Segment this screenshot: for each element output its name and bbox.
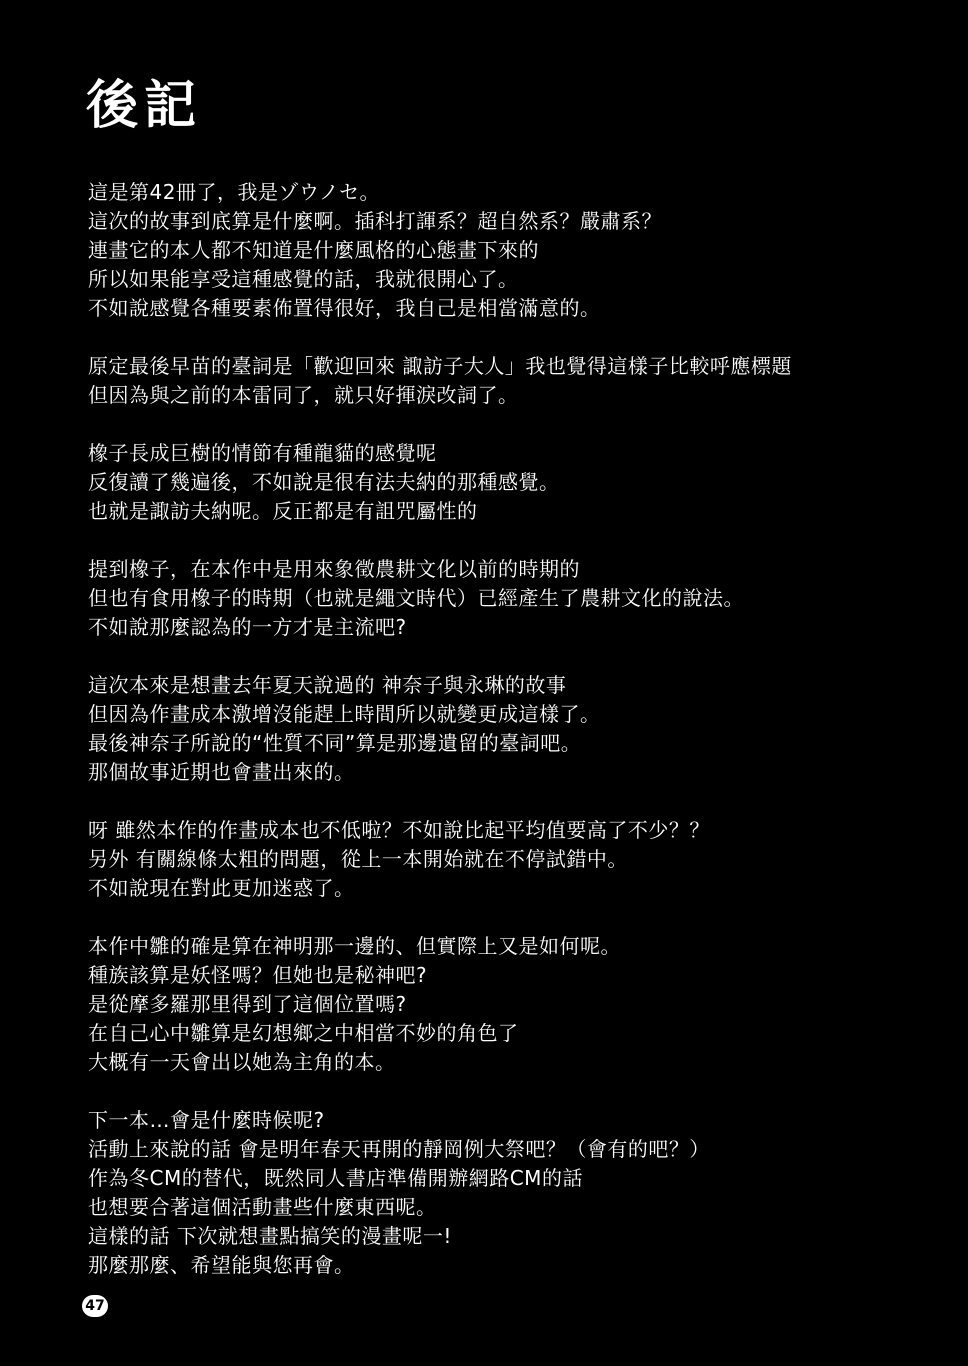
text-line: 大概有一天會出以她為主角的本。 bbox=[88, 1050, 396, 1074]
paragraph bbox=[88, 671, 928, 787]
paragraph bbox=[88, 178, 928, 323]
text-line: 不如說感覺各種要素佈置得很好，我自己是相當滿意的。 bbox=[88, 296, 601, 320]
paragraph bbox=[88, 352, 928, 410]
text-line: 原定最後早苗的臺詞是「歡迎回來 諏訪子大人」我也覺得這樣子比較呼應標題 bbox=[88, 354, 792, 378]
text-line: 另外 有關線條太粗的問題，從上一本開始就在不停試錯中。 bbox=[88, 847, 628, 871]
paragraph bbox=[88, 439, 928, 526]
paragraph bbox=[88, 555, 928, 642]
text-line: 反復讀了幾遍後，不如說是很有法夫納的那種感覺。 bbox=[88, 470, 560, 494]
text-line: 下一本…會是什麼時候呢? bbox=[88, 1108, 325, 1132]
text-line: 不如說現在對此更加迷惑了。 bbox=[88, 876, 355, 900]
text-line: 但因為與之前的本雷同了，就只好揮淚改詞了。 bbox=[88, 383, 519, 407]
text-line: 連畫它的本人都不知道是什麼風格的心態畫下來的 bbox=[88, 238, 539, 262]
text-line: 那麼那麼、希望能與您再會。 bbox=[88, 1253, 355, 1277]
text-line: 提到橡子，在本作中是用來象徵農耕文化以前的時期的 bbox=[88, 557, 580, 581]
text-line: 那個故事近期也會畫出來的。 bbox=[88, 760, 355, 784]
text-line: 所以如果能享受這種感覺的話，我就很開心了。 bbox=[88, 267, 519, 291]
page-title: 後記 bbox=[86, 76, 203, 136]
text-line: 也想要合著這個活動畫些什麼東西呢。 bbox=[88, 1195, 437, 1219]
text-line: 在自己心中雛算是幻想鄉之中相當不妙的角色了 bbox=[88, 1021, 519, 1045]
text-line: 種族該算是妖怪嗎？但她也是秘神吧? bbox=[88, 963, 428, 987]
text-line: 橡子長成巨樹的情節有種龍貓的感覺呢 bbox=[88, 441, 437, 465]
text-line: 本作中雛的確是算在神明那一邊的、但實際上又是如何呢。 bbox=[88, 934, 621, 958]
paragraph bbox=[88, 816, 928, 903]
text-line: 最後神奈子所說的“性質不同”算是那邊遺留的臺詞吧。 bbox=[88, 731, 582, 755]
paragraph bbox=[88, 1106, 928, 1280]
text-line: 活動上來說的話 會是明年春天再開的靜岡例大祭吧？（會有的吧？） bbox=[88, 1137, 710, 1161]
text-line: 作為冬CM的替代，既然同人書店準備開辦網路CM的話 bbox=[88, 1166, 583, 1190]
paragraph bbox=[88, 932, 928, 1077]
text-line: 這次本來是想畫去年夏天說過的 神奈子與永琳的故事 bbox=[88, 673, 567, 697]
text-line: 這次的故事到底算是什麼啊。插科打諢系？超自然系？嚴肅系？ bbox=[88, 209, 662, 233]
text-line: 但因為作畫成本激增沒能趕上時間所以就變更成這樣了。 bbox=[88, 702, 601, 726]
text-line: 這樣的話 下次就想畫點搞笑的漫畫呢一! bbox=[88, 1224, 452, 1248]
text-line: 這是第42冊了，我是ゾウノセ。 bbox=[88, 180, 380, 204]
text-line: 呀 雖然本作的作畫成本也不低啦？不如說比起平均值要高了不少？？ bbox=[88, 818, 710, 842]
text-line: 也就是諏訪夫納呢。反正都是有詛咒屬性的 bbox=[88, 499, 478, 523]
text-line: 但也有食用橡子的時期（也就是繩文時代）已經產生了農耕文化的說法。 bbox=[88, 586, 744, 610]
afterword-body bbox=[88, 178, 928, 1309]
text-line: 是從摩多羅那里得到了這個位置嗎? bbox=[88, 992, 407, 1016]
page-number: 47 bbox=[82, 1295, 108, 1317]
text-line: 不如說那麼認為的一方才是主流吧? bbox=[88, 615, 407, 639]
